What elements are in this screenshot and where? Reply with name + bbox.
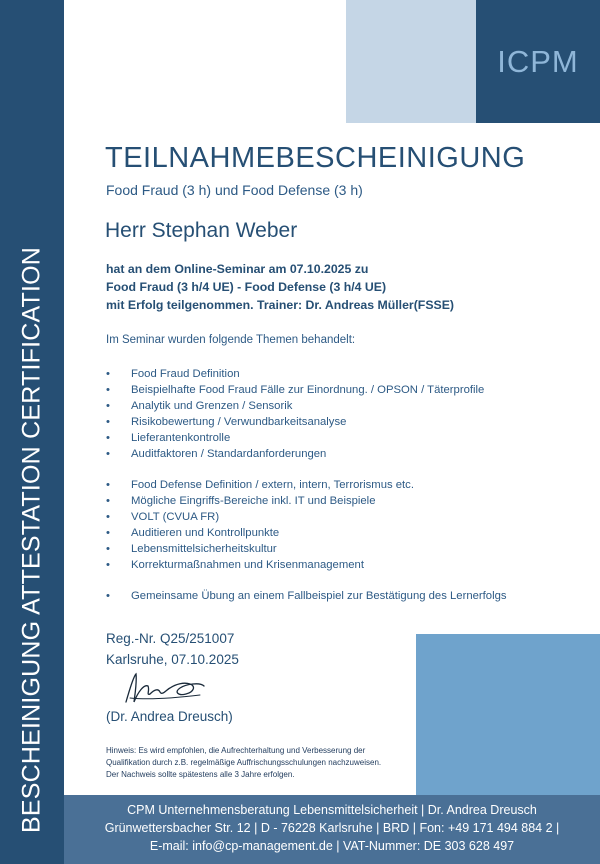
- participation-statement: [106, 260, 454, 314]
- topic-item: • Analytik und Grenzen / Sensorik: [106, 398, 507, 414]
- statement-line: Food Fraud (3 h/4 UE) - Food Defense (3 h/4 UE): [106, 280, 387, 294]
- footer-address-line: Grünwettersbacher Str. 12 | D - 76228 Karlsruhe | BRD | Fon: +49 171 494 884 2 |: [104, 821, 560, 835]
- topic-item: • Lebensmittelsicherheitskultur: [106, 541, 507, 557]
- topics-intro: Im Seminar wurden folgende Themen behandelt:: [106, 334, 356, 346]
- certificate-title: TEILNAHMEBESCHEINIGUNG: [105, 142, 526, 174]
- note-line: Qualifikation durch z.B. regelmäßige Auffrischungsschulungen nachzuweisen.: [106, 758, 382, 767]
- topic-item: • VOLT (CVUA FR): [106, 509, 507, 525]
- statement-line: mit Erfolg teilgenommen. Trainer: Dr. Andreas Müller(FSSE): [106, 298, 455, 312]
- icpm-logo: ICPM: [497, 44, 579, 79]
- topic-item: • Auditieren und Kontrollpunkte: [106, 525, 507, 541]
- statement-line: hat an dem Online-Seminar am 07.10.2025 zu: [106, 262, 369, 276]
- recipient-name: Herr Stephan Weber: [105, 219, 298, 242]
- topic-item: • Beispielhafte Food Fraud Fälle zur Einordnung. / OPSON / Täterprofile: [106, 382, 507, 398]
- place-and-date: Karlsruhe, 07.10.2025: [106, 652, 239, 667]
- vertical-certificate-label: BESCHEINIGUNG ATTESTATION CERTIFICATION: [17, 246, 46, 834]
- registration-number: Reg.-Nr. Q25/251007: [106, 631, 235, 646]
- topic-item: • Korrekturmaßnahmen und Krisenmanagement: [106, 557, 507, 573]
- signer-name: (Dr. Andrea Dreusch): [106, 709, 233, 724]
- recertification-note: [106, 745, 381, 781]
- topic-item: • Mögliche Eingriffs-Bereiche inkl. IT und Beispiele: [106, 493, 507, 509]
- note-line: Hinweis: Es wird empfohlen, die Aufrechterhaltung und Verbesserung der: [106, 746, 366, 755]
- left-sidebar-band: [0, 0, 64, 864]
- topic-item: • Lieferantenkontrolle: [106, 430, 507, 446]
- note-line: Der Nachweis sollte spätestens alle 3 Jahre erfolgen.: [106, 770, 295, 779]
- signature-icon: [120, 668, 210, 710]
- topic-item: • Risikobewertung / Verwundbarkeitsanalyse: [106, 414, 507, 430]
- topics-list: [106, 366, 507, 604]
- top-light-block: [346, 0, 476, 123]
- topic-item: • Gemeinsame Übung an einem Fallbeispiel zur Bestätigung des Lernerfolgs: [106, 588, 507, 604]
- topic-item: • Food Fraud Definition: [106, 366, 507, 382]
- footer-contact-band: [64, 795, 600, 864]
- footer-company-line: CPM Unternehmensberatung Lebensmittelsicherheit | Dr. Andrea Dreusch: [127, 803, 537, 817]
- footer-email-line: E-mail: info@cp-management.de | VAT-Nummer: DE 303 628 497: [149, 839, 515, 853]
- topic-item: • Food Defense Definition / extern, intern, Terrorismus etc.: [106, 477, 507, 493]
- topic-item: • Auditfaktoren / Standardanforderungen: [106, 446, 507, 462]
- certificate-subtitle: Food Fraud (3 h) und Food Defense (3 h): [106, 182, 363, 198]
